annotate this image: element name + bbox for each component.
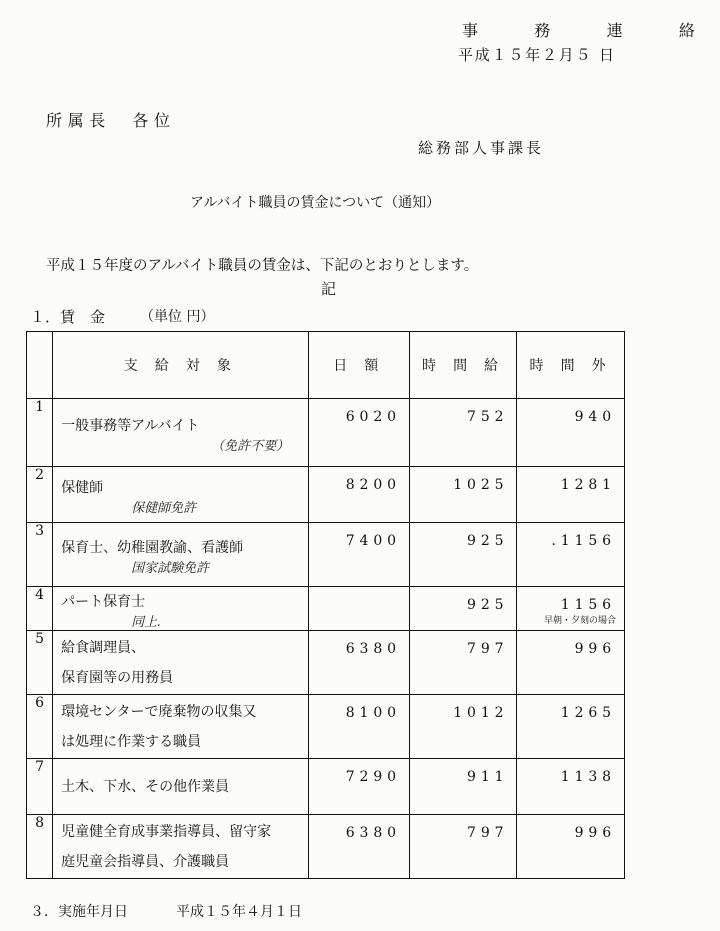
row-number: 5 <box>27 631 53 695</box>
table-row <box>27 695 625 759</box>
row-number: 7 <box>27 759 53 815</box>
value-hourly: 1012 <box>453 705 509 721</box>
cell-hourly <box>409 631 516 695</box>
section3-value: 平成１５年４月１日 <box>176 904 302 920</box>
cell-daily <box>308 523 409 587</box>
value-daily: 8100 <box>345 705 401 721</box>
cell-daily <box>308 695 409 759</box>
section1-unit: （単位 円） <box>140 309 215 325</box>
row-item <box>53 759 309 815</box>
item-line1: 児童健全育成事業指導員、留守家 <box>61 823 272 840</box>
row-number: 1 <box>27 399 53 467</box>
row-item <box>53 815 309 879</box>
value-hourly: 1025 <box>453 477 509 493</box>
item-line1: 環境センターで廃棄物の収集又 <box>61 703 257 720</box>
cell-overtime <box>517 523 625 587</box>
table-row <box>27 815 625 879</box>
section3-label: ３．実施年月日 <box>30 904 128 920</box>
value-daily: 6380 <box>345 825 401 841</box>
cell-hourly <box>409 695 516 759</box>
ki-label: 記 <box>321 280 337 298</box>
cell-overtime <box>517 467 625 523</box>
cell-hourly <box>409 587 516 631</box>
item-line1: 一般事務等アルバイト <box>61 418 200 434</box>
document-date: 平成１５年２月５ 日 <box>458 46 616 64</box>
row-number: 8 <box>27 815 53 879</box>
doc-type-label: 事 務 連 絡 <box>462 21 720 40</box>
value-overtime: 1156 <box>560 597 616 613</box>
table-row <box>27 467 625 523</box>
value-hourly: 911 <box>467 769 509 785</box>
row-item <box>53 587 309 631</box>
item-line1: 給食調理員、 <box>61 639 146 656</box>
cell-overtime <box>517 587 625 631</box>
value-overtime: 996 <box>574 641 616 657</box>
cell-daily <box>308 399 409 467</box>
cell-hourly <box>409 523 516 587</box>
overtime-note: 早朝・夕刻の場合 <box>543 616 616 626</box>
value-overtime: 940 <box>574 409 616 425</box>
table-row <box>27 399 625 467</box>
cell-overtime <box>517 399 625 467</box>
value-daily: 7290 <box>345 769 401 785</box>
cell-overtime <box>517 695 625 759</box>
header-item: 支 給 対 象 <box>53 332 309 399</box>
row-number: 2 <box>27 467 53 523</box>
cell-hourly <box>409 815 516 879</box>
item-line2: は処理に作業する職員 <box>61 733 202 750</box>
table-row <box>27 759 625 815</box>
cell-daily <box>308 759 409 815</box>
cell-overtime <box>517 759 625 815</box>
handwritten-note: 同上. <box>131 615 162 630</box>
handwritten-note: （免許不要） <box>211 439 290 454</box>
header-no <box>27 332 53 399</box>
addressee: 所属長 各位 <box>46 111 176 130</box>
value-daily: 8200 <box>345 477 401 493</box>
cell-daily <box>308 815 409 879</box>
header-hourly: 時 間 給 <box>409 332 516 399</box>
value-hourly: 797 <box>467 825 509 841</box>
value-overtime: 1265 <box>560 705 616 721</box>
cell-overtime <box>517 631 625 695</box>
value-daily: 6380 <box>345 641 401 657</box>
row-item <box>53 399 309 467</box>
item-line1: パート保育士 <box>61 594 146 610</box>
item-line1: 土木、下水、その他作業員 <box>61 778 230 795</box>
value-hourly: 925 <box>467 533 509 549</box>
item-line1: 保健師 <box>61 480 104 496</box>
value-daily: 7400 <box>345 533 401 549</box>
value-hourly: 797 <box>467 641 509 657</box>
row-number: 3 <box>27 523 53 587</box>
row-item <box>53 467 309 523</box>
value-overtime: 1281 <box>560 477 616 493</box>
cell-daily <box>308 587 409 631</box>
wage-table <box>26 331 625 879</box>
sender: 総務部人事課長 <box>418 139 545 157</box>
row-item <box>53 523 309 587</box>
item-line2: 庭児童会指導員、介護職員 <box>61 853 230 870</box>
header-overtime: 時 間 外 <box>517 332 625 399</box>
row-number: 4 <box>27 587 53 631</box>
value-overtime: 996 <box>574 825 616 841</box>
cell-daily <box>308 467 409 523</box>
row-number: 6 <box>27 695 53 759</box>
handwritten-note: 保健師免許 <box>131 501 197 516</box>
table-header-row <box>27 332 625 399</box>
item-line1: 保育士、幼稚園教諭、看護師 <box>61 540 244 556</box>
table-row <box>27 523 625 587</box>
value-daily: 6020 <box>345 409 401 425</box>
row-item <box>53 631 309 695</box>
value-hourly: 752 <box>467 409 509 425</box>
header-daily: 日 額 <box>308 332 409 399</box>
cell-hourly <box>409 467 516 523</box>
item-line2: 保育園等の用務員 <box>61 669 174 686</box>
table-row <box>27 631 625 695</box>
handwritten-note: 国家試験免許 <box>131 561 210 576</box>
cell-hourly <box>409 759 516 815</box>
cell-daily <box>308 631 409 695</box>
row-item <box>53 695 309 759</box>
cell-overtime <box>517 815 625 879</box>
table-row <box>27 587 625 631</box>
cell-hourly <box>409 399 516 467</box>
value-overtime: .1156 <box>551 533 616 549</box>
section1-label: １．賃 金 <box>30 308 106 326</box>
intro-text: 平成１５年度のアルバイト職員の賃金は、下記のとおりとします。 <box>46 258 479 274</box>
value-overtime: 1138 <box>560 769 616 785</box>
value-hourly: 925 <box>467 597 509 613</box>
document-title: アルバイト職員の賃金について（通知） <box>190 195 441 211</box>
